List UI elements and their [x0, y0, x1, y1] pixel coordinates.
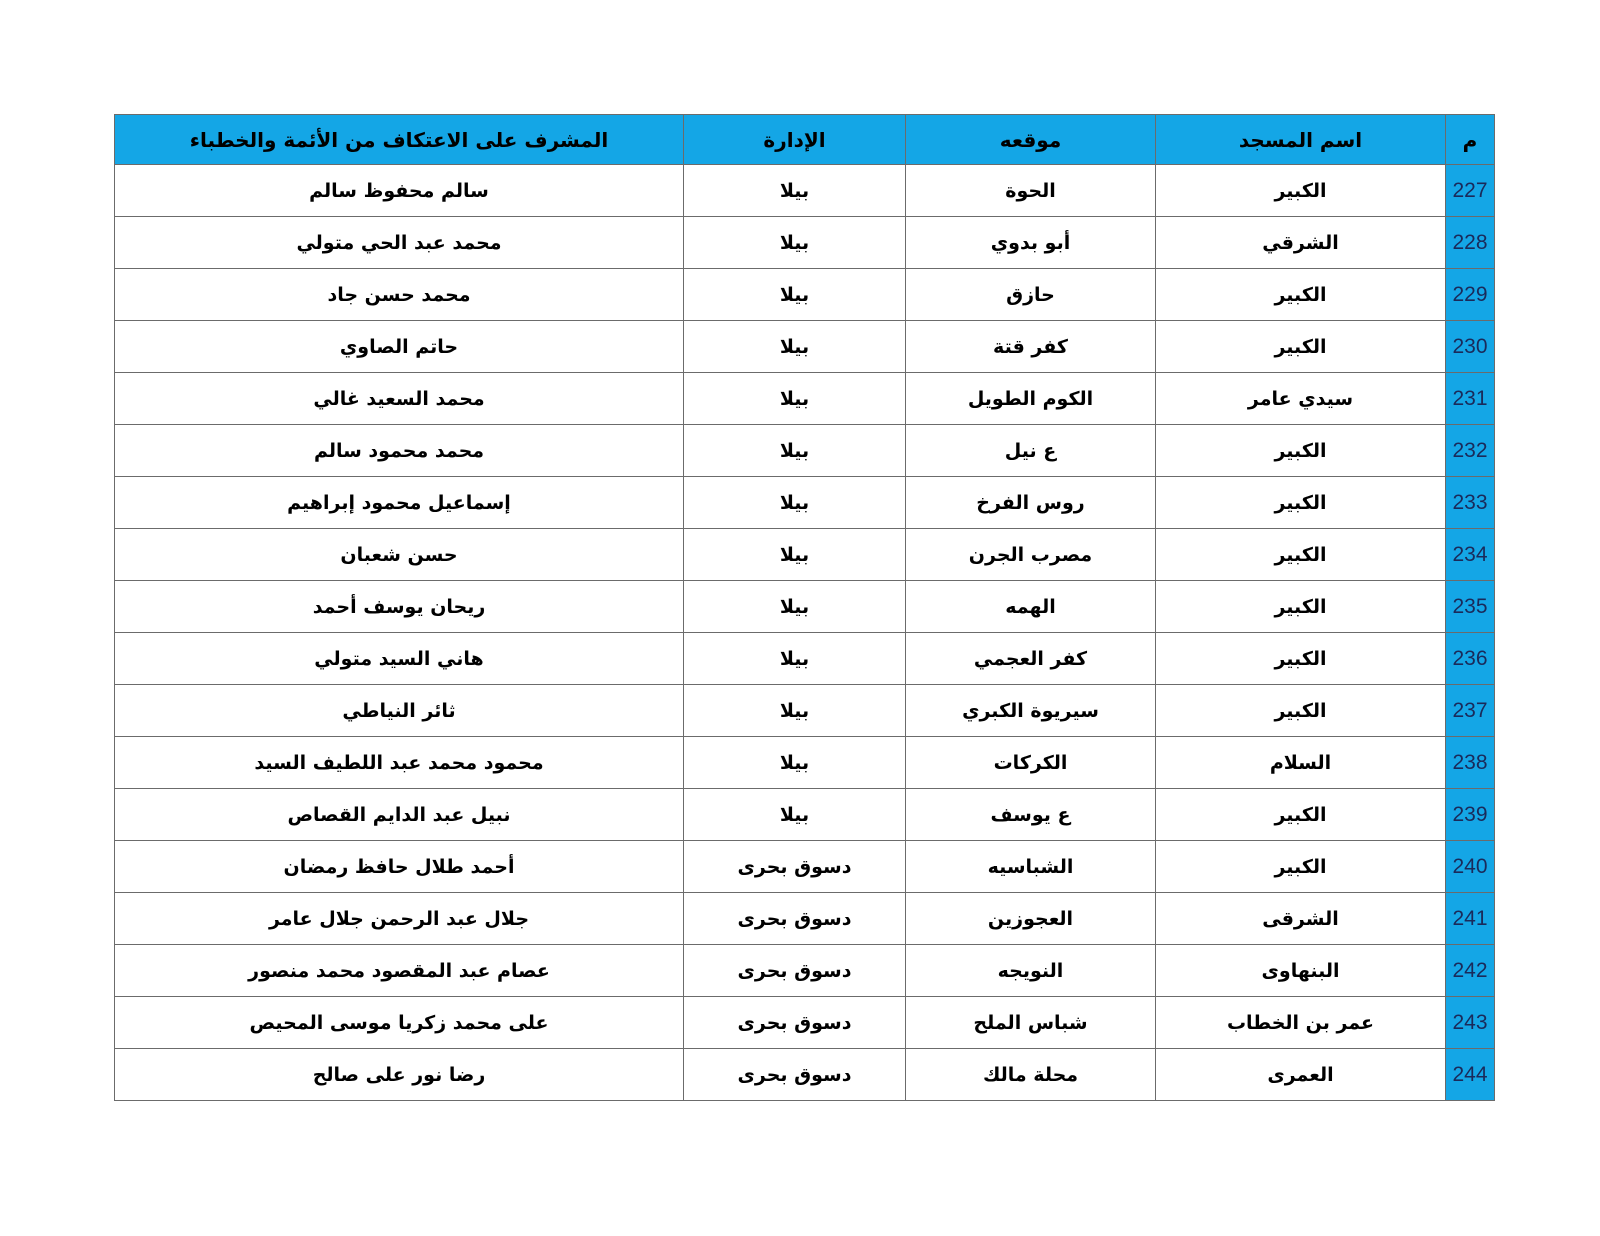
- cell-supervisor: حسن شعبان: [115, 529, 684, 581]
- cell-number: 234: [1446, 529, 1495, 581]
- table-row: [115, 633, 1495, 685]
- table-row: [115, 165, 1495, 217]
- cell-location: أبو بدوي: [906, 217, 1156, 269]
- cell-number: 240: [1446, 841, 1495, 893]
- table-row: [115, 321, 1495, 373]
- cell-administration: بيلا: [684, 269, 906, 321]
- cell-supervisor: حاتم الصاوي: [115, 321, 684, 373]
- header-mosque-name: اسم المسجد: [1156, 115, 1446, 165]
- cell-supervisor: على محمد زكريا موسى المحيص: [115, 997, 684, 1049]
- table-row: [115, 477, 1495, 529]
- cell-supervisor: نبيل عبد الدايم القصاص: [115, 789, 684, 841]
- cell-number: 231: [1446, 373, 1495, 425]
- cell-mosque-name: الكبير: [1156, 633, 1446, 685]
- cell-location: شباس الملح: [906, 997, 1156, 1049]
- table-body: [115, 165, 1495, 1101]
- cell-supervisor: محمد حسن جاد: [115, 269, 684, 321]
- header-administration: الإدارة: [684, 115, 906, 165]
- cell-number: 239: [1446, 789, 1495, 841]
- table-row: [115, 737, 1495, 789]
- cell-location: العجوزين: [906, 893, 1156, 945]
- cell-supervisor: سالم محفوظ سالم: [115, 165, 684, 217]
- cell-location: روس الفرخ: [906, 477, 1156, 529]
- table-row: [115, 1049, 1495, 1101]
- table-row: [115, 685, 1495, 737]
- cell-administration: بيلا: [684, 425, 906, 477]
- cell-administration: دسوق بحرى: [684, 945, 906, 997]
- cell-location: حازق: [906, 269, 1156, 321]
- table-row: [115, 529, 1495, 581]
- cell-administration: بيلا: [684, 373, 906, 425]
- cell-administration: بيلا: [684, 321, 906, 373]
- cell-administration: دسوق بحرى: [684, 893, 906, 945]
- cell-location: كفر العجمي: [906, 633, 1156, 685]
- table-row: [115, 217, 1495, 269]
- table-row: [115, 425, 1495, 477]
- cell-mosque-name: الكبير: [1156, 529, 1446, 581]
- cell-location: ع يوسف: [906, 789, 1156, 841]
- cell-location: الكوم الطويل: [906, 373, 1156, 425]
- table-header: [115, 115, 1495, 165]
- table-row: [115, 373, 1495, 425]
- cell-supervisor: جلال عبد الرحمن جلال عامر: [115, 893, 684, 945]
- cell-number: 242: [1446, 945, 1495, 997]
- cell-mosque-name: الكبير: [1156, 581, 1446, 633]
- cell-number: 228: [1446, 217, 1495, 269]
- cell-supervisor: ريحان يوسف أحمد: [115, 581, 684, 633]
- cell-number: 236: [1446, 633, 1495, 685]
- cell-administration: بيلا: [684, 633, 906, 685]
- cell-administration: دسوق بحرى: [684, 997, 906, 1049]
- cell-supervisor: أحمد طلال حافظ رمضان: [115, 841, 684, 893]
- cell-number: 237: [1446, 685, 1495, 737]
- cell-location: كفر قتة: [906, 321, 1156, 373]
- cell-administration: بيلا: [684, 789, 906, 841]
- header-row: [115, 115, 1495, 165]
- cell-mosque-name: الكبير: [1156, 425, 1446, 477]
- cell-administration: بيلا: [684, 477, 906, 529]
- cell-administration: بيلا: [684, 217, 906, 269]
- cell-supervisor: هاني السيد متولي: [115, 633, 684, 685]
- cell-number: 238: [1446, 737, 1495, 789]
- cell-mosque-name: الكبير: [1156, 165, 1446, 217]
- table-row: [115, 945, 1495, 997]
- header-location: موقعه: [906, 115, 1156, 165]
- cell-number: 232: [1446, 425, 1495, 477]
- cell-mosque-name: الكبير: [1156, 321, 1446, 373]
- table-row: [115, 269, 1495, 321]
- cell-administration: دسوق بحرى: [684, 1049, 906, 1101]
- cell-location: مصرب الجرن: [906, 529, 1156, 581]
- cell-supervisor: محمد السعيد غالي: [115, 373, 684, 425]
- cell-location: الشباسيه: [906, 841, 1156, 893]
- cell-mosque-name: الكبير: [1156, 789, 1446, 841]
- table-row: [115, 789, 1495, 841]
- cell-number: 230: [1446, 321, 1495, 373]
- table-row: [115, 997, 1495, 1049]
- cell-location: ع نيل: [906, 425, 1156, 477]
- cell-mosque-name: سيدي عامر: [1156, 373, 1446, 425]
- cell-number: 229: [1446, 269, 1495, 321]
- cell-supervisor: محمد محمود سالم: [115, 425, 684, 477]
- cell-number: 233: [1446, 477, 1495, 529]
- cell-location: الهمه: [906, 581, 1156, 633]
- cell-administration: دسوق بحرى: [684, 841, 906, 893]
- cell-administration: بيلا: [684, 581, 906, 633]
- mosques-table: [114, 114, 1495, 1101]
- header-supervisor: المشرف على الاعتكاف من الأئمة والخطباء: [115, 115, 684, 165]
- cell-administration: بيلا: [684, 165, 906, 217]
- cell-number: 244: [1446, 1049, 1495, 1101]
- table-row: [115, 581, 1495, 633]
- table-row: [115, 841, 1495, 893]
- cell-location: الحوة: [906, 165, 1156, 217]
- cell-administration: بيلا: [684, 685, 906, 737]
- cell-administration: بيلا: [684, 737, 906, 789]
- cell-supervisor: رضا نور على صالح: [115, 1049, 684, 1101]
- table-row: [115, 893, 1495, 945]
- cell-location: محلة مالك: [906, 1049, 1156, 1101]
- cell-mosque-name: الشرقي: [1156, 217, 1446, 269]
- cell-mosque-name: الكبير: [1156, 269, 1446, 321]
- cell-mosque-name: الشرقى: [1156, 893, 1446, 945]
- cell-supervisor: ثائر النياطي: [115, 685, 684, 737]
- cell-number: 241: [1446, 893, 1495, 945]
- cell-supervisor: محمود محمد عبد اللطيف السيد: [115, 737, 684, 789]
- cell-number: 227: [1446, 165, 1495, 217]
- cell-number: 235: [1446, 581, 1495, 633]
- cell-number: 243: [1446, 997, 1495, 1049]
- cell-mosque-name: الكبير: [1156, 477, 1446, 529]
- cell-supervisor: محمد عبد الحي متولي: [115, 217, 684, 269]
- cell-administration: بيلا: [684, 529, 906, 581]
- cell-mosque-name: عمر بن الخطاب: [1156, 997, 1446, 1049]
- cell-location: سيريوة الكبري: [906, 685, 1156, 737]
- cell-mosque-name: السلام: [1156, 737, 1446, 789]
- cell-location: النويجه: [906, 945, 1156, 997]
- cell-mosque-name: البنهاوى: [1156, 945, 1446, 997]
- cell-supervisor: عصام عبد المقصود محمد منصور: [115, 945, 684, 997]
- cell-supervisor: إسماعيل محمود إبراهيم: [115, 477, 684, 529]
- cell-mosque-name: العمرى: [1156, 1049, 1446, 1101]
- cell-mosque-name: الكبير: [1156, 685, 1446, 737]
- cell-mosque-name: الكبير: [1156, 841, 1446, 893]
- document-page: [114, 114, 1494, 1101]
- header-number: م: [1446, 115, 1495, 165]
- cell-location: الكركات: [906, 737, 1156, 789]
